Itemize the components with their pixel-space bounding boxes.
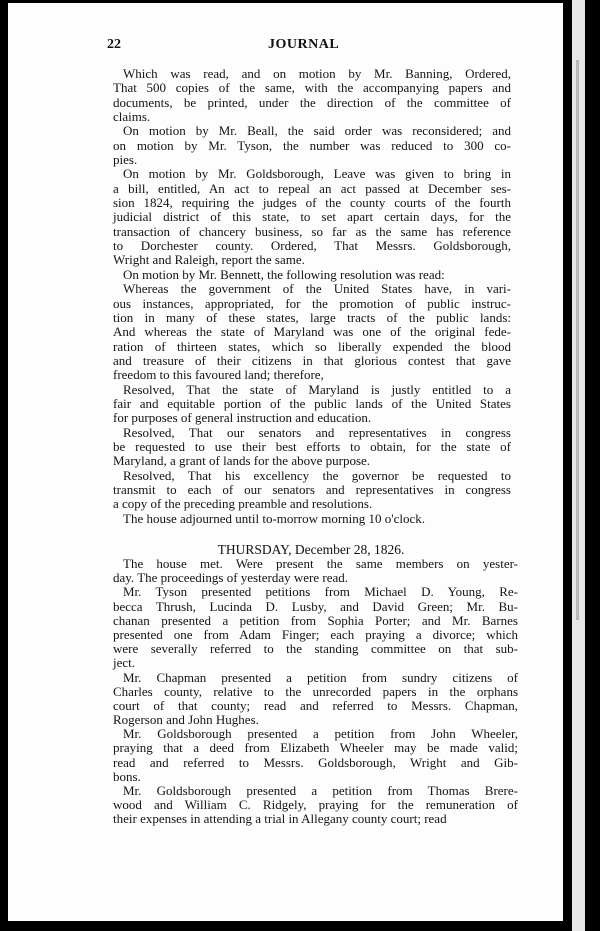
text-line: becca Thrush, Lucinda D. Lusby, and David Green; Mr. Bu- [113,598,518,614]
text-line: tion in many of these states, large tracts of the public lands: [113,309,511,325]
text-line: read and referred to Messrs. Goldsborough, Wright and Gib- [113,754,518,770]
scan-edge-shadow [576,60,579,620]
text-line: chanan presented a petition from Sophia Porter; and Mr. Barnes [113,612,518,628]
text-line: be requested to use their best efforts to obtain, for the state of [113,438,511,454]
paragraph [113,585,518,670]
text-line: transaction of chancery business, so far as the same has reference [113,223,511,239]
text-line: a copy of the preceding preamble and resolutions. [113,496,373,512]
page-header [0,37,600,55]
text-line: Charles county, relative to the unrecorded papers in the orphans [113,683,518,699]
text-line: to Dorchester county. Ordered, That Messrs. Goldsborough, [113,238,511,254]
text-line: transmit to each of our senators and representatives in congress [113,481,511,497]
text-line: And whereas the state of Maryland was one of the original fede- [113,324,511,340]
paragraph [113,167,511,267]
paragraph [113,426,511,469]
text-line: pies. [113,152,138,168]
running-title: JOURNAL [268,37,340,52]
paragraph [113,124,511,167]
text-line: a bill, entitled, An act to repeal an act passed at December ses- [113,180,511,196]
text-line: Mr. Chapman presented a petition from sundry citizens of [123,669,518,685]
text-line: praying that a deed from Elizabeth Wheeler may be made valid; [113,740,518,756]
text-line: ous instances, appropriated, for the promotion of public instruc- [113,295,511,311]
text-line: fair and equitable portion of the public lands of the United States [113,395,511,411]
text-line: for purposes of general instruction and education. [113,410,372,426]
text-line: documents, be printed, under the direction of the committee of [113,94,511,110]
paragraph [113,383,511,426]
text-line: sion 1824, requiring the judges of the county courts of the fourth [113,195,511,211]
text-line: on motion by Mr. Tyson, the number was reduced to 300 co- [113,137,511,153]
text-line: Resolved, That our senators and representatives in congress [123,424,511,440]
paragraph [113,282,511,382]
text-line: On motion by Mr. Bennett, the following resolution was read: [123,266,445,282]
text-line: Resolved, That the state of Maryland is justly entitled to a [123,381,511,397]
text-line: The house adjourned until to-morrow morning 10 o'clock. [123,510,426,526]
text-line: were severally referred to the standing committee on that sub- [113,641,518,657]
journal-section-thursday [113,557,518,827]
paragraph [113,557,518,585]
text-line: court of that county; read and referred to Messrs. Chapman, [113,697,518,713]
text-line: Resolved, That his excellency the governor be requested to [123,467,511,483]
text-line: wood and William C. Ridgely, praying for the remuneration of [113,797,518,813]
text-line: Wright and Raleigh, report the same. [113,252,305,268]
text-line: Mr. Tyson presented petitions from Michael D. Young, Re- [123,584,518,600]
text-line: and treasure of their citizens in that glorious contest that gave [113,352,511,368]
paragraph [113,469,511,512]
text-line: claims. [113,109,151,125]
text-line: their expenses in attending a trial in Allegany county court; read [113,811,447,827]
text-line: Mr. Goldsborough presented a petition from Thomas Brere- [123,783,518,798]
text-line: freedom to this favoured land; therefore, [113,367,324,383]
text-line: Which was read, and on motion by Mr. Banning, Ordered, [123,66,511,81]
paragraph [113,67,511,124]
text-line: Rogerson and John Hughes. [113,712,259,728]
text-line: Whereas the government of the United States have, in vari- [123,281,511,297]
journal-section-previous-day [113,67,511,526]
text-line: Mr. Goldsborough presented a petition from John Wheeler, [123,726,518,742]
text-line: That 500 copies of the same, with the accompanying papers and [113,80,511,96]
page-number: 22 [107,37,121,52]
text-line: ject. [113,655,136,671]
text-line: The house met. Were present the same members on yester- [123,556,518,571]
text-line: judicial district of this state, to set apart certain days, for the [113,209,511,225]
text-line: On motion by Mr. Goldsborough, Leave was given to bring in [123,166,511,182]
paragraph [113,727,518,784]
text-line: ration of thirteen states, which so liberally expended the blood [113,338,511,354]
day-heading: THURSDAY, December 28, 1826. [217,542,405,557]
paragraph [113,784,518,827]
text-line: presented one from Adam Finger; each praying a divorce; which [113,626,518,642]
text-line: day. The proceedings of yesterday were read. [113,570,348,586]
paragraph [113,268,511,282]
text-line: Maryland, a grant of lands for the above purpose. [113,453,371,469]
paragraph [113,512,511,526]
text-line: On motion by Mr. Beall, the said order was reconsidered; and [123,123,511,139]
text-line: bons. [113,768,141,784]
paragraph [113,671,518,728]
